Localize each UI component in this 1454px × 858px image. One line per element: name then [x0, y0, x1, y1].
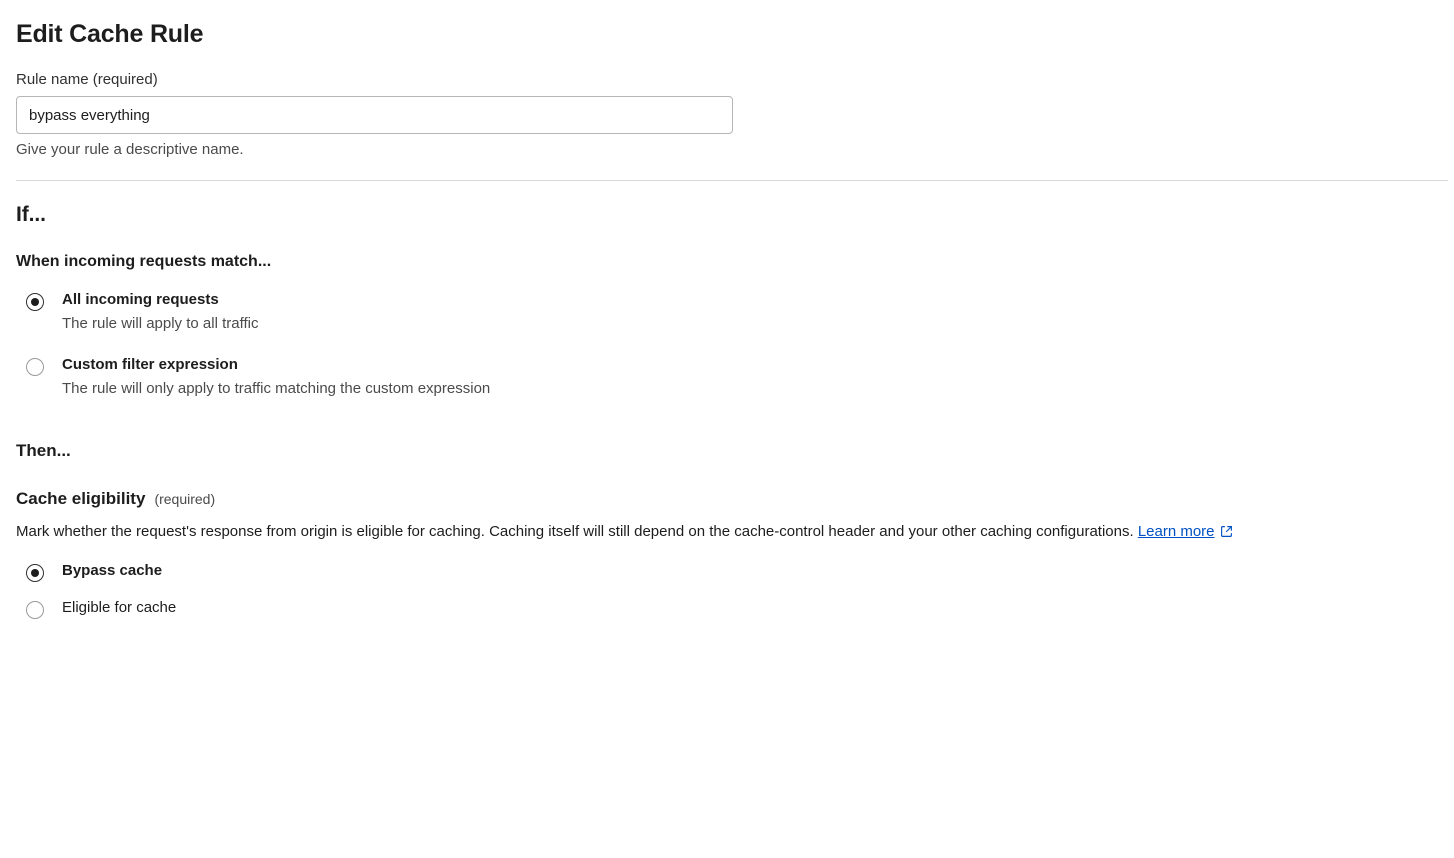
radio-desc-all-incoming-requests: The rule will apply to all traffic	[62, 314, 259, 332]
page-title: Edit Cache Rule	[16, 20, 204, 48]
rule-name-label: Rule name (required)	[16, 71, 158, 88]
radio-icon-all-incoming-requests[interactable]	[26, 293, 44, 311]
radio-label-eligible-for-cache: Eligible for cache	[62, 599, 177, 617]
radio-desc-custom-filter-expression: The rule will only apply to traffic matching the custom expression	[62, 380, 491, 397]
radio-option-bypass-cache[interactable]	[16, 562, 1438, 582]
rule-name-field-group	[16, 71, 1438, 158]
rule-name-input[interactable]	[16, 96, 733, 134]
radio-text-custom-filter-expression	[62, 356, 490, 398]
radio-label-custom-filter-expression: Custom filter expression	[62, 356, 238, 374]
external-link-icon[interactable]	[1220, 523, 1233, 545]
if-section-heading: If...	[16, 203, 46, 226]
cache-eligibility-title: Cache eligibility	[16, 488, 146, 508]
rule-name-help-text: Give your rule a descriptive name.	[16, 141, 244, 158]
cache-eligibility-description	[16, 521, 1436, 545]
section-divider	[16, 180, 1448, 181]
radio-icon-custom-filter-expression[interactable]	[26, 358, 44, 376]
learn-more-link[interactable]: Learn more	[1137, 522, 1215, 540]
radio-option-eligible-for-cache[interactable]	[16, 599, 1438, 619]
radio-option-custom-filter-expression[interactable]	[16, 356, 1438, 398]
cache-eligibility-header	[16, 489, 1438, 509]
radio-text-all-incoming-requests	[62, 291, 258, 333]
radio-text-bypass-cache	[62, 562, 162, 581]
incoming-requests-subheading: When incoming requests match...	[16, 253, 272, 270]
cache-eligibility-description-text: Mark whether the request's response from origin is eligible for caching. Caching itself will still depend on the cache-control header and your other caching configurations.	[16, 522, 1134, 540]
radio-label-all-incoming-requests: All incoming requests	[62, 291, 219, 308]
radio-text-eligible-for-cache	[62, 599, 176, 618]
radio-option-all-incoming-requests[interactable]	[16, 291, 1438, 333]
then-section-heading: Then...	[16, 440, 71, 460]
radio-icon-bypass-cache[interactable]	[26, 564, 44, 582]
cache-eligibility-required-tag: (required)	[154, 490, 216, 507]
incoming-requests-radio-group	[16, 291, 1438, 399]
radio-label-bypass-cache: Bypass cache	[62, 562, 163, 580]
cache-eligibility-radio-group	[16, 562, 1438, 619]
radio-icon-eligible-for-cache[interactable]	[26, 601, 44, 619]
